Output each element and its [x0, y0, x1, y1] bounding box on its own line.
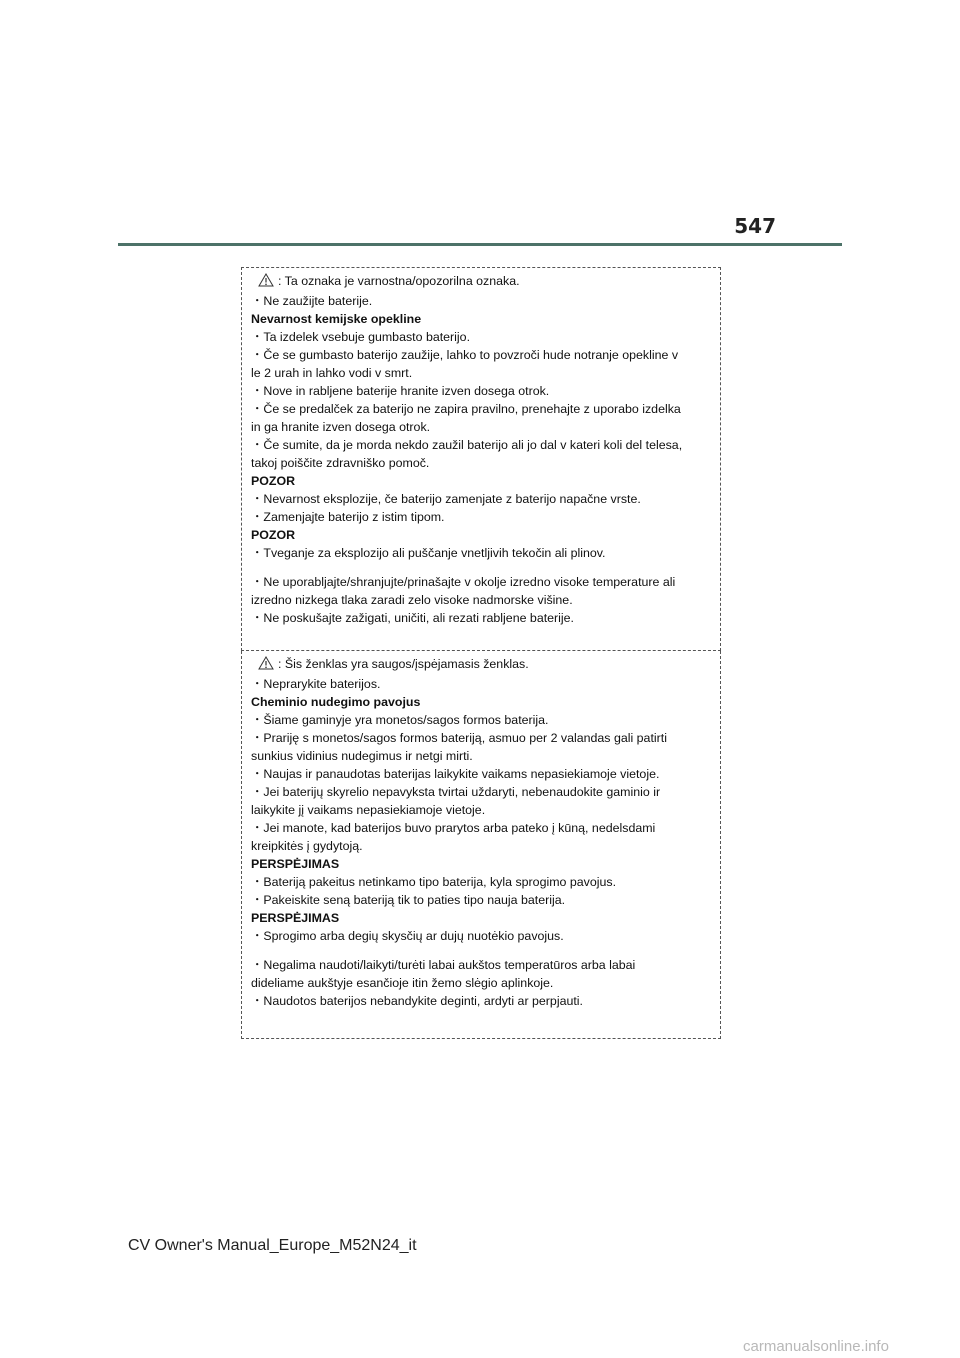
- sl-line: [251, 490, 710, 508]
- sl-line-text: : Ta oznaka je varnostna/opozorilna oznaka.: [278, 274, 520, 288]
- lt-line-text: kreipkitės į gydytoją.: [251, 839, 363, 853]
- sl-line: [251, 382, 710, 400]
- lt-line-text: ・Naujas ir panaudotas baterijas laikykite vaikams nepasiekiamoje vietoje.: [251, 767, 660, 781]
- warning-triangle-icon: [258, 656, 274, 675]
- lt-line: [251, 891, 710, 909]
- sl-line-text: ・Tveganje za eksplozijo ali puščanje vnetljivih tekočin ali plinov.: [251, 546, 606, 560]
- warning-text-slovenian: [242, 268, 720, 627]
- sl-line: [251, 573, 710, 591]
- lt-line: [251, 992, 710, 1010]
- lt-heading: [251, 693, 710, 711]
- sl-line: [251, 508, 710, 526]
- warning-triangle-icon: [258, 273, 274, 292]
- lt-spacer: [251, 945, 710, 956]
- lt-line-text: PERSPĖJIMAS: [251, 857, 340, 871]
- sl-line-text: ・Če se predalček za baterijo ne zapira pravilno, prenehajte z uporabo izdelka: [251, 402, 681, 416]
- sl-line-text: ・Nove in rabljene baterije hranite izven dosega otrok.: [251, 384, 550, 398]
- warning-box-slovenian: [241, 267, 721, 651]
- warning-text-lithuanian: [242, 651, 720, 1010]
- footer-manual-id: CV Owner's Manual_Europe_M52N24_it: [128, 1237, 417, 1254]
- lt-line-text: PERSPĖJIMAS: [251, 911, 340, 925]
- lt-heading: [251, 855, 710, 873]
- lt-line: [251, 927, 710, 945]
- sl-line-text: POZOR: [251, 528, 296, 542]
- lt-line-text: ・Prariję s monetos/sagos formos bateriją, asmuo per 2 valandas gali patirti: [251, 731, 667, 745]
- lt-line: [251, 711, 710, 729]
- sl-line-text: ・Ta izdelek vsebuje gumbasto baterijo.: [251, 330, 471, 344]
- watermark: carmanualsonline.info: [743, 1338, 889, 1355]
- sl-line: [251, 346, 710, 364]
- lt-symbol-note: [251, 655, 710, 675]
- header-rule: [118, 243, 842, 246]
- sl-line-text: Nevarnost kemijske opekline: [251, 312, 422, 326]
- lt-line: [251, 783, 710, 801]
- page-number: 547: [734, 214, 776, 238]
- lt-line-text: Cheminio nudegimo pavojus: [251, 695, 421, 709]
- sl-line: [251, 292, 710, 310]
- lt-line: [251, 873, 710, 891]
- sl-line-text: takoj poiščite zdravniško pomoč.: [251, 456, 430, 470]
- sl-line-text: in ga hranite izven dosega otrok.: [251, 420, 431, 434]
- lt-line: [251, 956, 710, 974]
- lt-line: [251, 801, 710, 819]
- sl-line: [251, 609, 710, 627]
- lt-line-text: laikykite jį vaikams nepasiekiamoje vietoje.: [251, 803, 486, 817]
- lt-line: [251, 729, 710, 747]
- sl-line: [251, 591, 710, 609]
- lt-line-text: ・Šiame gaminyje yra monetos/sagos formos baterija.: [251, 713, 549, 727]
- sl-line: [251, 328, 710, 346]
- lt-line: [251, 974, 710, 992]
- lt-line-text: ・Sprogimo arba degių skysčių ar dujų nuotėkio pavojus.: [251, 929, 564, 943]
- sl-line: [251, 364, 710, 382]
- sl-line-text: izredno nizkega tlaka zaradi zelo visoke nadmorske višine.: [251, 593, 573, 607]
- sl-line: [251, 544, 710, 562]
- sl-line-text: ・Če se gumbasto baterijo zaužije, lahko to povzroči hude notranje opekline v: [251, 348, 679, 362]
- sl-line: [251, 400, 710, 418]
- sl-line-text: le 2 urah in lahko vodi v smrt.: [251, 366, 413, 380]
- lt-line: [251, 675, 710, 693]
- sl-spacer: [251, 562, 710, 573]
- warning-box-lithuanian: [241, 651, 721, 1039]
- sl-line-text: ・Ne uporabljajte/shranjujte/prinašajte v okolje izredno visoke temperature ali: [251, 575, 676, 589]
- lt-line-text: ・Naudotos baterijos nebandykite deginti, ardyti ar perpjauti.: [251, 994, 583, 1008]
- sl-line: [251, 436, 710, 454]
- lt-line-text: dideliame aukštyje esančioje itin žemo slėgio aplinkoje.: [251, 976, 554, 990]
- lt-line-text: ・Neprarykite baterijos.: [251, 677, 381, 691]
- lt-line-text: ・Bateriją pakeitus netinkamo tipo baterija, kyla sprogimo pavojus.: [251, 875, 617, 889]
- lt-line: [251, 765, 710, 783]
- sl-line-text: ・Ne zaužijte baterije.: [251, 294, 373, 308]
- lt-line: [251, 747, 710, 765]
- sl-heading: [251, 472, 710, 490]
- lt-line-text: ・Pakeiskite seną bateriją tik to paties tipo nauja baterija.: [251, 893, 566, 907]
- sl-line-text: ・Nevarnost eksplozije, če baterijo zamenjate z baterijo napačne vrste.: [251, 492, 641, 506]
- sl-line: [251, 454, 710, 472]
- sl-heading: [251, 310, 710, 328]
- lt-line: [251, 819, 710, 837]
- lt-line-text: sunkius vidinius nudegimus ir netgi mirti.: [251, 749, 473, 763]
- sl-line-text: POZOR: [251, 474, 296, 488]
- sl-line: [251, 418, 710, 436]
- lt-line-text: ・Jei manote, kad baterijos buvo prarytos arba pateko į kūną, nedelsdami: [251, 821, 656, 835]
- sl-line-text: ・Če sumite, da je morda nekdo zaužil baterijo ali jo dal v kateri koli del telesa,: [251, 438, 683, 452]
- lt-line: [251, 837, 710, 855]
- sl-symbol-note: [251, 272, 710, 292]
- lt-line-text: ・Negalima naudoti/laikyti/turėti labai aukštos temperatūros arba labai: [251, 958, 636, 972]
- sl-heading: [251, 526, 710, 544]
- lt-line-text: ・Jei baterijų skyrelio nepavyksta tvirtai uždaryti, nebenaudokite gaminio ir: [251, 785, 661, 799]
- lt-line-text: : Šis ženklas yra saugos/įspėjamasis ženklas.: [278, 657, 529, 671]
- lt-heading: [251, 909, 710, 927]
- sl-line-text: ・Ne poskušajte zažigati, uničiti, ali rezati rabljene baterije.: [251, 611, 575, 625]
- sl-line-text: ・Zamenjajte baterijo z istim tipom.: [251, 510, 445, 524]
